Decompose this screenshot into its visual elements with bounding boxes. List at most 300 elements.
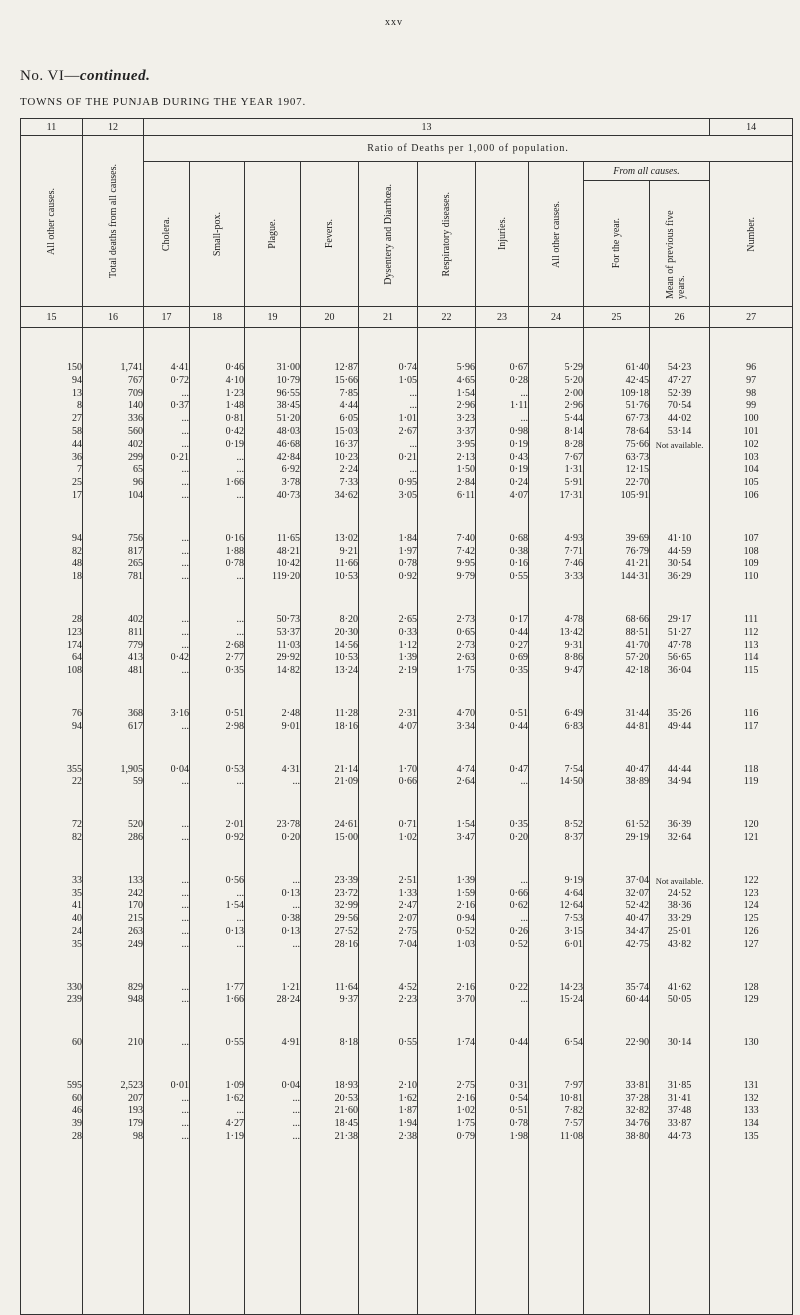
cell: 2·00 — [564, 387, 583, 399]
cell: 0·55 — [509, 571, 528, 583]
row-group — [245, 362, 300, 503]
cell: 76 — [72, 707, 82, 719]
cell: 98 — [133, 1131, 143, 1143]
cell: ... — [409, 387, 417, 399]
cell: 116 — [743, 707, 759, 719]
cell: 4·74 — [456, 763, 475, 775]
cell: 1·19 — [225, 1131, 244, 1143]
cell: 2·48 — [281, 707, 300, 719]
cell: 0·69 — [509, 652, 528, 664]
cell: 33·29 — [667, 913, 692, 925]
cell: ... — [292, 938, 300, 950]
cell: ... — [520, 874, 528, 886]
cell: 0·62 — [509, 900, 528, 912]
row-group — [190, 533, 244, 584]
cell: 0·47 — [509, 763, 528, 775]
cell: 0·19 — [509, 438, 528, 450]
row-group — [144, 764, 189, 790]
cell: 33·81 — [625, 1079, 649, 1091]
row-group — [83, 875, 143, 952]
cell: 6·49 — [564, 707, 583, 719]
cell: 12·87 — [334, 362, 358, 373]
cell: 7·33 — [339, 477, 358, 489]
cell: 1·39 — [456, 874, 475, 886]
cell: 27 — [72, 413, 82, 425]
cell: 21·60 — [334, 1105, 358, 1117]
cell: 10·53 — [334, 652, 358, 664]
row-group — [584, 982, 649, 1008]
cell: ... — [520, 413, 528, 425]
cell: 3·05 — [398, 489, 417, 501]
row-group — [144, 1080, 189, 1144]
cell: ... — [181, 900, 189, 912]
cell: 36·04 — [667, 665, 692, 677]
cell: 44·73 — [667, 1131, 692, 1143]
row-group — [245, 982, 300, 1008]
cell: 75·66 — [625, 438, 649, 450]
cell: 134 — [743, 1118, 759, 1130]
row-group — [245, 1037, 300, 1050]
cell: 57·20 — [625, 652, 649, 664]
cell: 8·14 — [564, 425, 583, 437]
row-group — [245, 1080, 300, 1144]
cell: 41·21 — [625, 558, 649, 570]
cell: 767 — [128, 374, 143, 386]
cell: ... — [181, 1118, 189, 1130]
col-num-19: 19 — [245, 307, 301, 328]
cell: ... — [181, 438, 189, 450]
cell: 65 — [133, 464, 143, 476]
cell: 5·96 — [456, 362, 475, 373]
cell: 11·08 — [560, 1131, 583, 1143]
row-group — [650, 1037, 709, 1050]
cell: 286 — [128, 831, 143, 843]
cell: 0·65 — [456, 626, 475, 638]
cell: 96 — [133, 477, 143, 489]
cell: 6·54 — [564, 1037, 583, 1049]
cell: 150 — [67, 362, 82, 373]
row-group — [529, 875, 583, 952]
cell: 113 — [743, 639, 759, 651]
cell: 12·64 — [559, 900, 583, 912]
cell: 28·24 — [276, 994, 300, 1006]
cell: 779 — [128, 639, 143, 651]
cell — [650, 490, 709, 503]
header-cholera: Cholera. — [144, 162, 190, 307]
cell: 18 — [72, 571, 82, 583]
row-group — [529, 1037, 583, 1050]
row-group — [359, 982, 417, 1008]
cell: ... — [181, 1037, 189, 1049]
cell: 129 — [743, 994, 759, 1006]
cell: 1·02 — [398, 831, 417, 843]
cell: 14·82 — [276, 665, 300, 677]
cell: 31·85 — [667, 1079, 692, 1091]
cell: 0·53 — [225, 763, 244, 775]
cell: ... — [236, 571, 244, 583]
cell: 7·97 — [564, 1079, 583, 1091]
row-group — [476, 764, 528, 790]
row-group — [529, 533, 583, 584]
cell: 34·76 — [625, 1118, 649, 1130]
cell: 88·51 — [625, 626, 649, 638]
cell: 12·15 — [625, 464, 649, 476]
cell: 2·47 — [398, 900, 417, 912]
cell: 50·05 — [667, 994, 692, 1006]
row-group — [418, 533, 475, 584]
cell: 61·52 — [625, 819, 649, 831]
cell: ... — [292, 874, 300, 886]
cell: ... — [520, 994, 528, 1006]
cell: ... — [292, 1105, 300, 1117]
cell: 13 — [72, 387, 82, 399]
cell: ... — [181, 874, 189, 886]
row-group — [584, 533, 649, 584]
cell: 0·79 — [456, 1131, 475, 1143]
row-group — [21, 875, 82, 952]
cell: 1·70 — [398, 763, 417, 775]
col-num-20: 20 — [301, 307, 359, 328]
cell: 9·01 — [281, 720, 300, 732]
cell: 0·92 — [225, 831, 244, 843]
row-group — [359, 614, 417, 678]
cell: 51·20 — [276, 413, 300, 425]
cell: 21·09 — [334, 776, 358, 788]
cell: 948 — [128, 994, 143, 1006]
cell: 0·42 — [225, 425, 244, 437]
cell: 52·39 — [667, 387, 692, 399]
cell: 100 — [743, 413, 759, 425]
cell: 7·71 — [564, 545, 583, 557]
cell: 0·43 — [509, 451, 528, 463]
table-row — [21, 328, 793, 1315]
cell: 0·67 — [509, 362, 528, 373]
cell: 0·04 — [281, 1079, 300, 1091]
row-group — [584, 614, 649, 678]
cell: 37·04 — [625, 874, 649, 886]
cell: ... — [181, 387, 189, 399]
cell: 109 — [743, 558, 759, 570]
cell: 0·78 — [509, 1118, 528, 1130]
row-group — [650, 1080, 709, 1144]
cell: 35·26 — [667, 707, 692, 719]
cell: 8 — [77, 400, 82, 412]
cell: 41·10 — [667, 532, 692, 544]
cell: 34·94 — [667, 776, 692, 788]
cell: 122 — [743, 874, 759, 886]
cell: 3·23 — [456, 413, 475, 425]
cell: 0·51 — [509, 1105, 528, 1117]
cell: 29·92 — [276, 652, 300, 664]
cell: ... — [181, 1092, 189, 1104]
cell: 94 — [72, 720, 82, 732]
cell: ... — [181, 626, 189, 638]
cell: 9·47 — [564, 665, 583, 677]
cell: ... — [292, 1118, 300, 1130]
cell: 22 — [72, 776, 82, 788]
cell: ... — [181, 489, 189, 501]
row-group — [190, 875, 244, 952]
row-group — [650, 362, 709, 503]
cell: 61·40 — [625, 362, 649, 373]
cell: 1·54 — [456, 387, 475, 399]
cell: 2·07 — [398, 913, 417, 925]
cell: 48·03 — [276, 425, 300, 437]
column-26 — [650, 328, 710, 1315]
cell: 9·21 — [339, 545, 358, 557]
cell: ... — [409, 400, 417, 412]
cell: 3·33 — [564, 571, 583, 583]
cell: 42·18 — [625, 665, 649, 677]
cell: Not available. — [655, 439, 704, 450]
cell: 2·23 — [398, 994, 417, 1006]
row-group — [301, 1037, 358, 1050]
cell: 28 — [72, 1131, 82, 1143]
row-group — [245, 764, 300, 790]
cell: 38·80 — [625, 1131, 649, 1143]
row-group — [650, 533, 709, 584]
cell: 103 — [743, 451, 759, 463]
cell: 20·30 — [334, 626, 358, 638]
row-group — [301, 614, 358, 678]
row-group — [418, 875, 475, 952]
cell: 39 — [72, 1118, 82, 1130]
cell: 6·05 — [339, 413, 358, 425]
cell: ... — [181, 819, 189, 831]
cell: ... — [181, 1105, 189, 1117]
cell: ... — [181, 776, 189, 788]
cell: 32·64 — [667, 831, 692, 843]
cell: 0·51 — [225, 707, 244, 719]
cell: ... — [520, 387, 528, 399]
cell: 2·96 — [456, 400, 475, 412]
column-21 — [359, 328, 418, 1315]
col-num-24: 24 — [529, 307, 584, 328]
cell: 98 — [746, 387, 757, 399]
cell: 4·70 — [456, 707, 475, 719]
cell: ... — [181, 913, 189, 925]
cell: 36 — [72, 451, 82, 463]
header-total-deaths: Total deaths from all causes. — [83, 136, 144, 307]
cell: 33·87 — [667, 1118, 692, 1130]
cell: 4·52 — [398, 981, 417, 993]
row-group — [584, 764, 649, 790]
row-group — [359, 819, 417, 845]
cell: 2·73 — [456, 613, 475, 625]
row-group — [83, 614, 143, 678]
cell: 0·56 — [225, 874, 244, 886]
cell: ... — [181, 938, 189, 950]
cell: 105 — [743, 477, 759, 489]
cell: 3·47 — [456, 831, 475, 843]
row-group — [144, 614, 189, 678]
cell: 97 — [746, 374, 757, 386]
row-group — [359, 1080, 417, 1144]
row-group — [190, 1037, 244, 1050]
cell: 1,741 — [120, 362, 143, 373]
cell: 4·07 — [398, 720, 417, 732]
row-group — [529, 819, 583, 845]
cell: 24·61 — [334, 819, 358, 831]
row-group — [359, 708, 417, 734]
cell: 2·16 — [456, 981, 475, 993]
cell: 1·03 — [456, 938, 475, 950]
cell: 0·71 — [398, 819, 417, 831]
cell: 0·44 — [509, 626, 528, 638]
cell: 0·44 — [509, 720, 528, 732]
cell: 0·21 — [398, 451, 417, 463]
cell: 53·37 — [276, 626, 300, 638]
cell: 336 — [128, 413, 143, 425]
cell: 174 — [67, 639, 82, 651]
cell: 135 — [743, 1131, 759, 1143]
cell: 0·42 — [170, 652, 189, 664]
cell: ... — [181, 571, 189, 583]
cell: 28·16 — [334, 938, 358, 950]
cell: 60 — [72, 1037, 82, 1049]
cell: 2·19 — [398, 665, 417, 677]
cell: 40·73 — [276, 489, 300, 501]
cell: 10·42 — [276, 558, 300, 570]
cell: ... — [181, 1131, 189, 1143]
cell: 105·91 — [620, 489, 649, 501]
cell: 242 — [128, 887, 143, 899]
table-subtitle: TOWNS OF THE PUNJAB DURING THE YEAR 1907. — [20, 96, 307, 108]
row-group — [710, 764, 792, 790]
cell: 0·92 — [398, 571, 417, 583]
cell: ... — [236, 1105, 244, 1117]
row-group — [418, 708, 475, 734]
cell: 48·21 — [276, 545, 300, 557]
cell: 4·27 — [225, 1118, 244, 1130]
row-group — [301, 819, 358, 845]
cell: ... — [409, 464, 417, 476]
cell: 4·64 — [564, 887, 583, 899]
col-num-23: 23 — [476, 307, 529, 328]
cell: 58 — [72, 425, 82, 437]
cell: 355 — [67, 763, 82, 775]
cell: 1·66 — [225, 477, 244, 489]
row-group — [190, 1080, 244, 1144]
cell: 1·05 — [398, 374, 417, 386]
cell: 617 — [128, 720, 143, 732]
cell: 2·38 — [398, 1131, 417, 1143]
cell — [650, 452, 709, 465]
cell: 96·55 — [276, 387, 300, 399]
cell: 1·09 — [225, 1079, 244, 1091]
row-group — [710, 1037, 792, 1050]
cell: 0·24 — [509, 477, 528, 489]
cell: 2·51 — [398, 874, 417, 886]
header-plague: Plague. — [245, 162, 301, 307]
cell: ... — [181, 831, 189, 843]
cell: 179 — [128, 1118, 143, 1130]
column-15 — [21, 328, 83, 1315]
cell: 112 — [743, 626, 759, 638]
cell: 6·01 — [564, 938, 583, 950]
cell: 41·70 — [625, 639, 649, 651]
cell: 14·56 — [334, 639, 358, 651]
cell: 6·83 — [564, 720, 583, 732]
cell: 13·24 — [334, 665, 358, 677]
cell: 32·99 — [334, 900, 358, 912]
row-group — [418, 362, 475, 503]
cell: 121 — [743, 831, 759, 843]
cell: 1·74 — [456, 1037, 475, 1049]
cell: 34·47 — [625, 925, 649, 937]
cell: ... — [181, 558, 189, 570]
cell: 52·42 — [625, 900, 649, 912]
cell: 0·22 — [509, 981, 528, 993]
cell: 9·37 — [339, 994, 358, 1006]
row-group — [144, 875, 189, 952]
cell: ... — [181, 981, 189, 993]
cell: 1·23 — [225, 387, 244, 399]
col-num-27: 27 — [710, 307, 793, 328]
cell: 1·98 — [509, 1131, 528, 1143]
cell: 23·39 — [334, 874, 358, 886]
row-group — [710, 875, 792, 952]
cell: 8·20 — [339, 613, 358, 625]
cell: 63·73 — [625, 451, 649, 463]
cell: 3·34 — [456, 720, 475, 732]
ratio-header: Ratio of Deaths per 1,000 of population. — [144, 136, 793, 162]
cell: 119·20 — [272, 571, 300, 583]
header-respiratory: Respiratory diseases. — [418, 162, 476, 307]
cell: 15·24 — [559, 994, 583, 1006]
row-group — [301, 362, 358, 503]
cell: 0·37 — [170, 400, 189, 412]
cell: 0·66 — [509, 887, 528, 899]
cell: 829 — [128, 981, 143, 993]
col-num-25: 25 — [584, 307, 650, 328]
cell: 0·21 — [170, 451, 189, 463]
cell: 207 — [128, 1092, 143, 1104]
cell: 1·84 — [398, 532, 417, 544]
cell: 24 — [72, 925, 82, 937]
cell: 4·91 — [281, 1037, 300, 1049]
cell: 48 — [72, 558, 82, 570]
cell — [650, 464, 709, 477]
row-group — [476, 708, 528, 734]
cell: 2·96 — [564, 400, 583, 412]
cell: 43·82 — [667, 938, 692, 950]
cell: 3·70 — [456, 994, 475, 1006]
cell: 29·17 — [667, 613, 692, 625]
row-group — [476, 533, 528, 584]
row-group — [83, 764, 143, 790]
cell: ... — [520, 913, 528, 925]
row-group — [584, 1037, 649, 1050]
cell: 46·68 — [276, 438, 300, 450]
cell: 0·27 — [509, 639, 528, 651]
cell: 0·13 — [281, 925, 300, 937]
row-group — [83, 1037, 143, 1050]
cell: 1·12 — [398, 639, 417, 651]
cell: 40·47 — [625, 763, 649, 775]
row-group — [144, 533, 189, 584]
row-group — [245, 819, 300, 845]
cell: 44 — [72, 438, 82, 450]
row-group — [476, 1037, 528, 1050]
col-num-22: 22 — [418, 307, 476, 328]
cell: ... — [236, 887, 244, 899]
cell: 39·69 — [625, 532, 649, 544]
cell: 11·03 — [277, 639, 300, 651]
row-group — [21, 533, 82, 584]
cell: 32·07 — [625, 887, 649, 899]
cell: 109·18 — [620, 387, 649, 399]
